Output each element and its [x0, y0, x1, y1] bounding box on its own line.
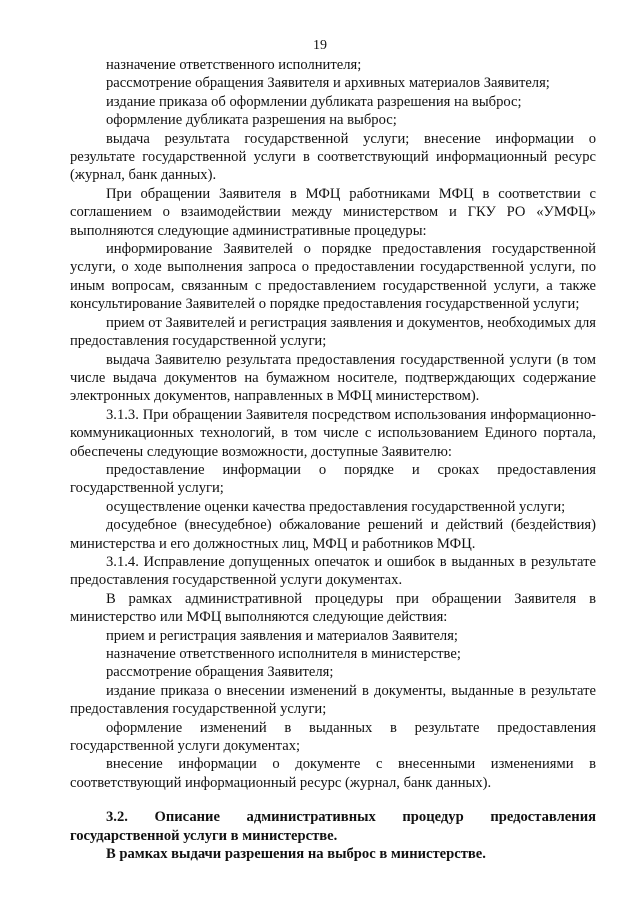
- paragraph: назначение ответственного исполнителя;: [106, 57, 362, 73]
- paragraph: рассмотрение обращения Заявителя;: [106, 664, 334, 681]
- paragraph: рассмотрение обращения Заявителя и архивных материалов Заявителя;: [106, 75, 550, 92]
- paragraph: При обращении Заявителя в МФЦ работниками МФЦ в соответствии с соглашением о взаимодействии между министерством и ГКУ РО «УМФЦ» выполняются следующие административные процедуры:: [70, 185, 596, 239]
- paragraph: прием и регистрация заявления и материалов Заявителя;: [106, 627, 458, 644]
- paragraph: предоставление информации о порядке и сроках предоставления государственной услуги;: [70, 461, 596, 497]
- paragraph: выдача Заявителю результата предоставления государственной услуги (в том числе выдача документов на бумажном носителе, подтверждающих содержание электронных документов, направленных в МФЦ министерством).: [70, 351, 596, 405]
- section-heading: В рамках выдачи разрешения на выброс в министерстве.: [106, 846, 486, 863]
- paragraph: 3.1.3. При обращении Заявителя посредством использования информационно-коммуникационных технологий, в том числе с использованием Единого портала, обеспечены следующие возможности, доступные Заявителю:: [70, 406, 596, 460]
- paragraph: 3.1.4. Исправление допущенных опечаток и ошибок в выданных в результате предоставления государственной услуги документах.: [70, 553, 596, 589]
- paragraph: назначение ответственного исполнителя в министерстве;: [106, 646, 461, 662]
- document-body: [70, 56, 596, 863]
- paragraph: досудебное (внесудебное) обжалование решений и действий (бездействия) министерства и его должностных лиц, МФЦ и работников МФЦ.: [70, 517, 596, 552]
- paragraph: информирование Заявителей о порядке предоставления государственной услуги, о ходе выполнения запроса о предоставлении государственной услуги, по иным вопросам, связанным с предоставлением государственной услуги, а также консультирование Заявителей о порядке предоставления государственной услуги;: [70, 241, 596, 313]
- section-heading: 3.2. Описание административных процедур предоставления государственной услуги в министерстве.: [70, 809, 596, 844]
- paragraph: оформление дубликата разрешения на выброс;: [106, 112, 397, 129]
- paragraph: осуществление оценки качества предоставления государственной услуги;: [106, 498, 566, 515]
- paragraph: В рамках административной процедуры при обращении Заявителя в министерство или МФЦ выполняются следующие действия:: [70, 590, 596, 626]
- paragraph: издание приказа об оформлении дубликата разрешения на выброс;: [106, 93, 522, 110]
- paragraph: прием от Заявителей и регистрация заявления и документов, необходимых для предоставления государственной услуги;: [70, 314, 596, 350]
- paragraph: внесение информации о документе с внесенными изменениями в соответствующий информационный ресурс (журнал, банк данных).: [70, 756, 596, 791]
- paragraph: оформление изменений в выданных в результате предоставления государственной услуги документах;: [70, 719, 596, 755]
- paragraph: выдача результата государственной услуги; внесение информации о результате государственной услуги в соответствующий информационный ресурс (журнал, банк данных).: [70, 130, 596, 184]
- page-number: 19: [313, 38, 327, 53]
- paragraph: издание приказа о внесении изменений в документы, выданные в результате предоставления государственной услуги;: [70, 682, 596, 718]
